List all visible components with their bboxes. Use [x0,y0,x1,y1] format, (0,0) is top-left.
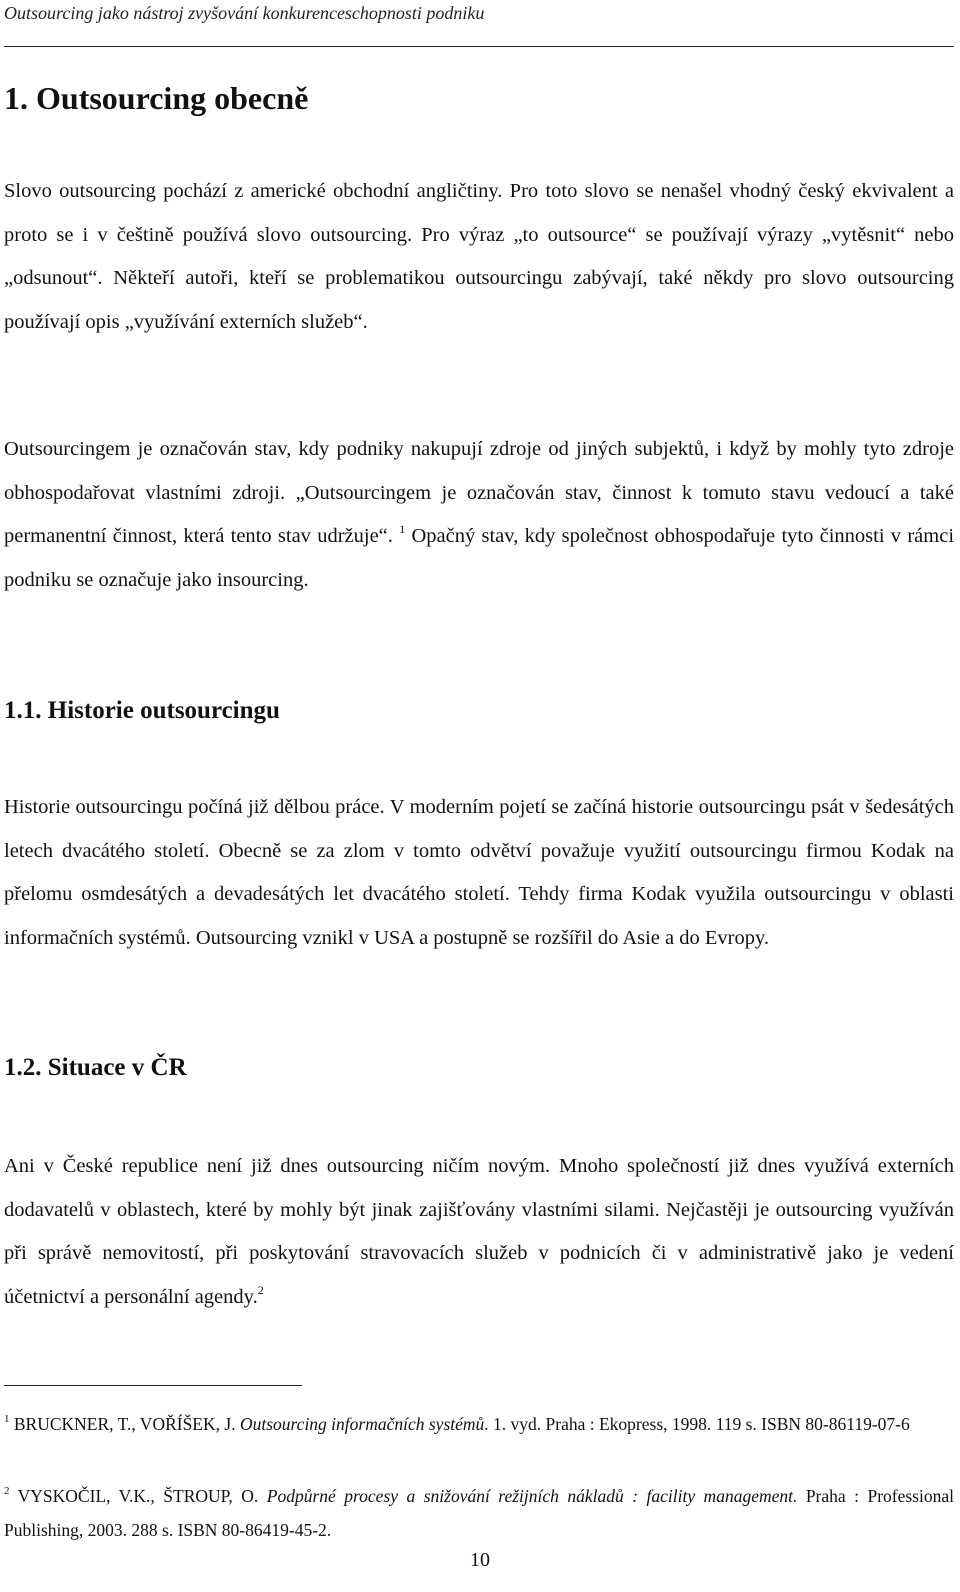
footnote-2 [4,1479,954,1547]
footnote-1-title: Outsourcing informačních systémů [239,1414,485,1434]
footnote-1-authors: BRUCKNER, T., VOŘÍŠEK, J. [13,1414,236,1434]
footnote-1-publication: . 1. vyd. Praha : Ekopress, 1998. 119 s. ISBN 80-86119-07-6 [484,1414,910,1434]
chapter-heading: 1. Outsourcing obecně [4,80,309,116]
paragraph-history: Historie outsourcingu počíná již dělbou práce. V moderním pojetí se začíná historie outsourcingu psát v šedesátých letech dvacátého století. Obecně se za zlom v tomto odvětví považuje využití outsourcingu firmou Kodak na přelomu osmdesátých a devadesátých let dvacátého století. Tehdy firma Kodak využila outsourcingu v oblasti informačních systémů. Outsourcing vznikl v USA a postupně se rozšířil do Asie a do Evropy. [4,796,954,949]
footnote-separator [4,1385,302,1386]
section-heading-czech: 1.2. Situace v ČR [4,1054,187,1081]
paragraph-czech [4,1145,954,1319]
paragraph-intro: Slovo outsourcing pochází z americké obchodní angličtiny. Pro toto slovo se nenašel vhodný český ekvivalent a proto se i v češtině používá slovo outsourcing. Pro výraz „to outsource“ se používají výrazy „vytěsnit“ nebo „odsunout“. Někteří autoři, kteří se problematikou outsourcingu zabývají, také někdy pro slovo outsourcing používají opis „využívání externích služeb“. [4,180,954,333]
page-number: 10 [470,1549,490,1571]
footnote-1-number: 1 [4,1413,10,1425]
footnote-2-title: Podpůrné procesy a snižování režijních nákladů : facility management. [266,1486,798,1506]
footnote-ref-2: 2 [257,1282,264,1297]
footnote-1 [4,1407,954,1441]
paragraph-czech-text: Ani v České republice není již dnes outsourcing ničím novým. Mnoho společností již dnes využívá externích dodavatelů v oblastech, které by mohly být jinak zajišťovány vlastními silami. Nejčastěji je outsourcing využíván při správě nemovitostí, při poskytování stravovacích služeb v podnicích či v administrativě jako je vedení účetnictví a personální agendy. [4,1155,954,1308]
footnote-2-authors: VYSKOČIL, V.K., ŠTROUP, O. [17,1486,259,1506]
header-divider [4,46,954,47]
paragraph-definition-text: Outsourcingem je označován stav, kdy podniky nakupují zdroje od jiných subjektů, i když by mohly tyto zdroje obhospodařovat vlastními zdroji. „Outsourcingem je označován stav, činnost k tomuto stavu vedoucí a také permanentní činnost, která tento stav udržuje“. [4,438,954,547]
footnote-2-publication: Praha : Professional Publishing, 2003. 288 s. ISBN 80-86419-45-2. [4,1486,954,1540]
footnote-ref-1: 1 [399,522,406,536]
paragraph-definition-text-2: Opačný stav, kdy společnost obhospodařuje tyto činnosti v rámci podniku se označuje jako insourcing. [4,525,955,591]
footnote-2-number: 2 [4,1485,10,1497]
paragraph-definition [4,428,954,602]
running-header: Outsourcing jako nástroj zvyšování konkurenceschopnosti podniku [4,3,485,23]
section-heading-history: 1.1. Historie outsourcingu [4,697,280,724]
